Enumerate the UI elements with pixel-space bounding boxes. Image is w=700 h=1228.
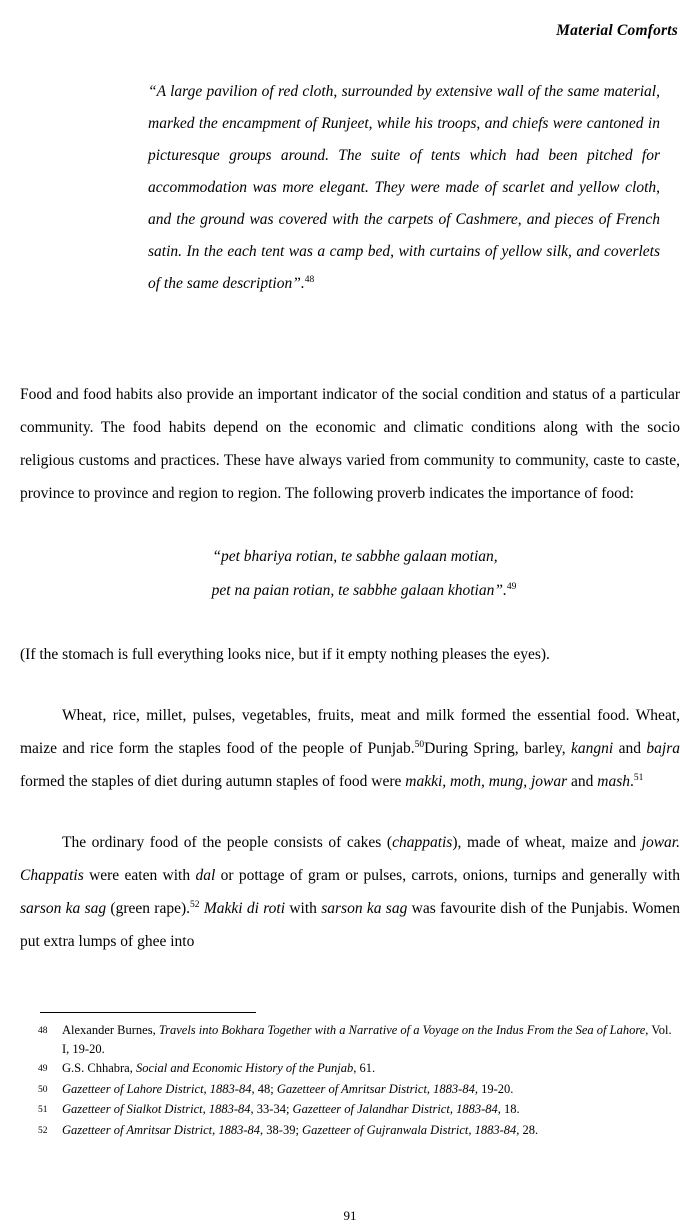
- footnote-section: [0, 1012, 700, 1140]
- footnote-text-segment: , 33-34;: [250, 1102, 293, 1116]
- footnote-entry: [20, 1021, 680, 1058]
- footnote-text: [62, 1059, 680, 1078]
- proverb-line-2: [30, 574, 680, 608]
- staple-foods-part-c: and: [613, 740, 647, 757]
- ordinary-food-italic-jowar-chappatis: jowar. Chappatis: [20, 834, 680, 884]
- running-head: Material Comforts: [556, 22, 678, 39]
- footnote-separator-rule: [40, 1012, 256, 1013]
- staple-foods-part-f: .: [630, 773, 634, 790]
- footnote-text-segment: Gazetteer of Lahore District, 1883-84: [62, 1081, 252, 1096]
- proverb-line-2-text: pet na paian rotian, te sabbhe galaan khotian”.: [211, 582, 507, 599]
- ordinary-food-part-d: or pottage of gram or pulses, carrots, onions, turnips and generally with: [215, 867, 680, 884]
- footnote-text-segment: Gazetteer of Jalandhar District, 1883-84: [292, 1102, 498, 1116]
- footnote-number: 52: [38, 1125, 48, 1136]
- paragraph-ordinary-food: [20, 826, 680, 958]
- footnote-entry: [20, 1100, 680, 1120]
- ordinary-food-italic-sarson-ka-sag-2: sarson ka sag: [321, 900, 408, 917]
- ordinary-food-part-g: was favourite dish of the Punjabis. Women put extra lumps of ghee into: [20, 900, 681, 950]
- ordinary-food-part-a: The ordinary food of the people consists of cakes (: [62, 834, 393, 851]
- footnote-text-segment: Vol. I, 19-20.: [62, 1023, 672, 1056]
- footnote-text-segment: , 38-39;: [260, 1122, 303, 1137]
- staple-foods-italic-bajra: bajra: [646, 740, 680, 757]
- staple-foods-italic-kangni: kangni: [571, 740, 614, 757]
- ordinary-food-italic-makki-di-roti: Makki di roti: [199, 900, 286, 917]
- block-quotation-text: “A large pavilion of red cloth, surrounded by extensive wall of the same material, marked the encampment of Runjeet, while his troops, and chiefs were cantoned in picturesque groups around. The suite of tents which had been pitched for accommodation was more elegant. They were made of scarlet and yellow cloth, and the ground was covered with the carpets of Cashmere, and pieces of French satin. In the each tent was a camp bed, with curtains of yellow silk, and coverlets of the same description”.: [148, 83, 660, 292]
- footnote-text-segment: Social and Economic History of the Punjab: [135, 1061, 354, 1075]
- footnote-entry: [20, 1080, 680, 1100]
- footnote-text: [62, 1080, 680, 1099]
- block-quotation: [148, 76, 660, 300]
- footnote-text-segment: Gazetteer of Gujranwala District, 1883-84: [302, 1122, 517, 1137]
- footnote-ref-48: 48: [304, 274, 315, 285]
- footnote-text-segment: Gazetteer of Amritsar District, 1883-84: [62, 1122, 261, 1137]
- footnote-ref-51: 51: [633, 772, 644, 783]
- footnote-text-segment: Gazetteer of Amritsar District, 1883-84: [276, 1081, 475, 1096]
- footnote-entry: [20, 1059, 680, 1079]
- staple-foods-part-e: and: [567, 773, 598, 790]
- footnote-ref-49: 49: [506, 581, 517, 592]
- page-number: 91: [343, 1208, 357, 1223]
- footnote-number: 50: [38, 1084, 48, 1095]
- page-content: [0, 76, 700, 958]
- footnote-text-segment: , 28.: [516, 1122, 539, 1137]
- staple-foods-part-d: formed the staples of diet during autumn staples of food were: [20, 773, 406, 790]
- footnote-text: [62, 1121, 680, 1140]
- footnote-text-segment: , 48;: [251, 1081, 277, 1096]
- footnote-text-segment: Alexander Burnes,: [62, 1023, 159, 1037]
- footnote-number: 51: [38, 1105, 48, 1115]
- ordinary-food-italic-sarson-ka-sag: sarson ka sag: [20, 900, 107, 917]
- ordinary-food-italic-dal: dal: [195, 867, 216, 884]
- ordinary-food-italic-chappatis: chappatis: [392, 834, 453, 851]
- paragraph-staple-foods: [20, 699, 680, 798]
- footnote-text-segment: , 61.: [353, 1061, 376, 1075]
- footnote-ref-52: 52: [190, 899, 200, 910]
- footnote-number: 49: [38, 1064, 48, 1074]
- paragraph-food-habits: Food and food habits also provide an important indicator of the social condition and status of a particular community. The food habits depend on the economic and climatic conditions along with the socio religious customs and practices. These have always varied from community to community, caste to caste, province to province and region to region. The following proverb indicates the importance of food:: [20, 386, 680, 502]
- footnote-entry: [20, 1121, 680, 1141]
- footnote-text: [62, 1021, 680, 1058]
- footnote-text-segment: Gazetteer of Sialkot District, 1883-84: [62, 1102, 251, 1116]
- footnote-text: [62, 1100, 680, 1119]
- footnote-number: 48: [38, 1026, 48, 1036]
- ordinary-food-part-e: (green rape).: [106, 900, 191, 917]
- staple-foods-part-b: During Spring, barley,: [424, 740, 572, 757]
- staple-foods-italic-mash: mash: [597, 773, 631, 790]
- paragraph-proverb-translation: (If the stomach is full everything looks nice, but if it empty nothing pleases the eyes).: [20, 646, 550, 663]
- proverb-block: [20, 540, 680, 608]
- staple-foods-part-a: Wheat, rice, millet, pulses, vegetables, fruits, meat and milk formed the essential food. Wheat, maize and rice form the staples food of the people of Punjab.: [20, 707, 680, 757]
- footnote-text-segment: , 19-20.: [474, 1081, 514, 1096]
- footnote-text-segment: , 18.: [497, 1102, 520, 1116]
- staple-foods-italic-grains: makki, moth, mung, jowar: [405, 773, 568, 790]
- ordinary-food-part-f: with: [285, 900, 322, 917]
- proverb-line-1: “pet bhariya rotian, te sabbhe galaan motian,: [212, 548, 498, 565]
- footnote-list: [20, 1021, 680, 1140]
- ordinary-food-part-c: were eaten with: [83, 867, 196, 884]
- ordinary-food-part-b: ), made of wheat, maize and: [452, 834, 642, 851]
- footnote-text-segment: G.S. Chhabra,: [62, 1061, 136, 1075]
- footnote-text-segment: Travels into Bokhara Together with a Narrative of a Voyage on the Indus From the Sea of Lahore,: [158, 1023, 649, 1037]
- footnote-ref-50: 50: [414, 739, 425, 750]
